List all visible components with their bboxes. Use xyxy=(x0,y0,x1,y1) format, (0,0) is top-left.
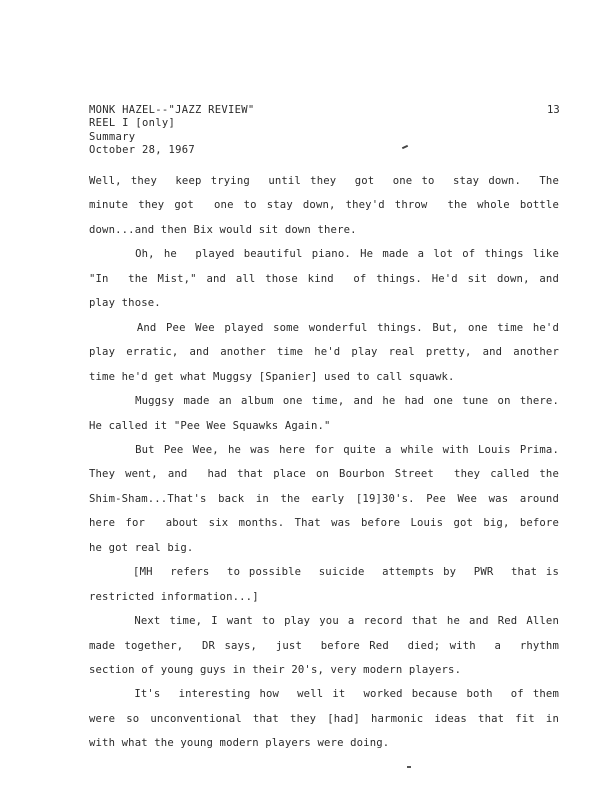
transcript-line: [MH refers to possible suicide attempts by PWR that is xyxy=(89,566,559,579)
transcript-line: restricted information...] xyxy=(89,590,259,603)
transcript-line: They went, and had that place on Bourbon Street they called the xyxy=(89,468,559,481)
header-date: October 28, 1967 xyxy=(89,143,195,156)
transcript-line: And Pee Wee played some wonderful things. But, one time he'd xyxy=(89,321,559,334)
transcript-line: Oh, he played beautiful piano. He made a lot of things like xyxy=(89,248,559,261)
transcript-line: Well, they keep trying until they got one to stay down. The xyxy=(89,175,559,187)
transcript-line: Muggsy made an album one time, and he had one tune on there. xyxy=(89,395,559,408)
stray-pen-mark-bottom xyxy=(407,766,411,768)
transcript-line: But Pee Wee, he was here for quite a while with Louis Prima. xyxy=(89,443,559,456)
transcript-line: here for about six months. That was before Louis got big, before xyxy=(89,517,559,530)
header-reel: REEL I [only] xyxy=(89,117,176,130)
document-header xyxy=(89,104,255,157)
transcript-line: he got real big. xyxy=(89,541,194,554)
transcript-line: play those. xyxy=(89,297,161,310)
header-summary: Summary xyxy=(89,130,136,143)
transcript-line: minute they got one to stay down, they'd throw the whole bottle xyxy=(89,199,559,212)
transcript-line: play erratic, and another time he'd play real pretty, and another xyxy=(89,346,559,359)
transcript-line: It's interesting how well it worked because both of them xyxy=(89,688,559,701)
transcript-line: Shim-Sham...That's back in the early [19]30's. Pee Wee was around xyxy=(89,492,559,505)
transcript-line: time he'd get what Muggsy [Spanier] used to call squawk. xyxy=(89,370,455,383)
transcript-line: He called it "Pee Wee Squawks Again." xyxy=(89,419,331,432)
transcript-line: were so unconventional that they [had] harmonic ideas that fit in xyxy=(89,712,559,725)
transcript-line: made together, DR says, just before Red died; with a rhythm xyxy=(89,639,559,652)
transcript-line: with what the young modern players were doing. xyxy=(89,737,390,750)
page-number: 13 xyxy=(547,104,560,116)
transcript-line: section of young guys in their 20's, very modern players. xyxy=(89,664,462,676)
transcript-line: "In the Mist," and all those kind of things. He'd sit down, and xyxy=(89,272,559,285)
transcript-line: Next time, I want to play you a record that he and Red Allen xyxy=(89,615,559,628)
transcript-line: down...and then Bix would sit down there. xyxy=(89,223,357,236)
header-title: MONK HAZEL--"JAZZ REVIEW" xyxy=(89,104,255,116)
stray-pen-mark xyxy=(402,145,408,149)
